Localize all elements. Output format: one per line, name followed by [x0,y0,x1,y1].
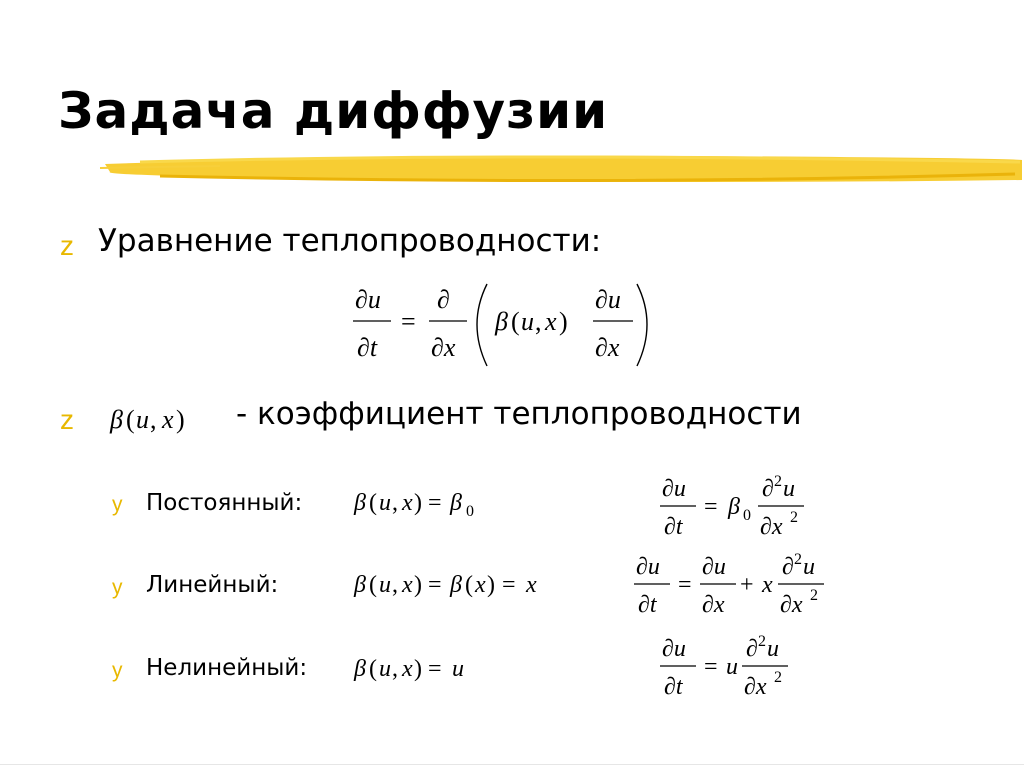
svg-text:∂t: ∂t [664,514,683,540]
svg-text:): ) [559,307,568,336]
svg-text:u: u [379,490,391,516]
svg-text:u: u [726,654,738,680]
svg-text:∂x: ∂x [595,333,620,362]
svg-text:x: x [402,572,413,598]
svg-text:β: β [354,572,366,598]
bottom-divider [0,764,1024,765]
svg-text:∂u: ∂u [662,476,686,502]
svg-text:,: , [150,405,157,434]
svg-text:u: u [803,554,815,580]
svg-text:β: β [354,490,366,516]
svg-text:∂x: ∂x [702,592,725,618]
svg-text:∂: ∂ [437,285,450,314]
svg-text:∂x: ∂x [744,674,767,700]
svg-text:u: u [452,656,464,682]
bullet-marker: z [60,230,74,261]
svg-text:=: = [502,572,516,598]
svg-text:β: β [354,656,366,682]
svg-text:β: β [450,490,462,516]
svg-text:∂t: ∂t [664,674,683,700]
beta-linear-formula [354,564,584,604]
beta-constant-formula [354,482,514,522]
nonlinear-heat-equation-formula [660,630,810,700]
svg-text:∂x: ∂x [780,592,803,618]
svg-text:(: ( [369,490,377,516]
svg-text:=: = [678,572,692,598]
svg-text:∂x: ∂x [431,333,456,362]
title-underline-brush [100,150,1024,186]
svg-text:2: 2 [810,587,818,604]
bullet-text-coefficient: - коэффициент теплопроводности [236,396,802,432]
svg-text:∂t: ∂t [357,333,378,362]
svg-text:=: = [704,654,718,680]
svg-text:∂: ∂ [746,636,758,662]
svg-text:(: ( [126,405,135,434]
linear-heat-equation-formula [634,548,834,618]
svg-text:,: , [392,572,398,598]
svg-text:∂: ∂ [782,554,794,580]
svg-text:+: + [740,572,754,598]
svg-text:u: u [379,572,391,598]
svg-text:u: u [521,307,534,336]
sub-item-nonlinear-label: Нелинейный: [146,655,308,681]
svg-text:(: ( [369,572,377,598]
svg-text:2: 2 [774,669,782,686]
sub-item-constant-label: Постоянный: [146,490,303,516]
sub-item-linear-label: Линейный: [146,572,279,598]
beta-symbol-formula [110,398,220,438]
svg-text:(: ( [465,572,473,598]
svg-text:2: 2 [790,509,798,526]
svg-text:u: u [136,405,149,434]
svg-text:=: = [428,572,442,598]
svg-text:β: β [728,494,740,520]
svg-text:2: 2 [758,633,766,650]
svg-text:β: β [450,572,462,598]
svg-text:,: , [392,656,398,682]
svg-text:0: 0 [466,503,474,520]
svg-text:(: ( [369,656,377,682]
svg-text:x: x [545,307,557,336]
svg-text:): ) [414,572,422,598]
svg-text:): ) [414,490,422,516]
svg-text:=: = [428,490,442,516]
svg-text:u: u [783,476,795,502]
svg-text:x: x [475,572,486,598]
svg-text:2: 2 [774,473,782,490]
constant-heat-equation-formula [660,470,820,540]
sub-bullet-marker: y [112,493,123,516]
svg-text:u: u [767,636,779,662]
svg-text:∂x: ∂x [760,514,783,540]
svg-text:x: x [762,572,773,598]
svg-text:∂: ∂ [762,476,774,502]
svg-text:∂u: ∂u [636,554,660,580]
bullet-marker: z [60,404,74,435]
svg-text:x: x [402,656,413,682]
svg-text:β: β [495,307,508,336]
svg-text:∂t: ∂t [638,592,657,618]
svg-text:x: x [162,405,174,434]
svg-text:x: x [526,572,537,598]
svg-text:=: = [401,307,416,336]
svg-text:): ) [487,572,495,598]
svg-text:(: ( [511,307,520,336]
svg-text:∂u: ∂u [662,636,686,662]
svg-text:u: u [379,656,391,682]
svg-text:2: 2 [794,551,802,568]
svg-text:): ) [176,405,185,434]
svg-text:β: β [110,405,123,434]
beta-nonlinear-formula [354,648,494,688]
svg-text:=: = [704,494,718,520]
svg-text:∂u: ∂u [355,285,381,314]
svg-text:∂u: ∂u [702,554,726,580]
sub-bullet-marker: y [112,576,123,599]
svg-text:): ) [414,656,422,682]
slide-title: Задача диффузии [58,82,609,140]
svg-text:=: = [428,656,442,682]
svg-text:x: x [402,490,413,516]
heat-equation-formula [345,278,665,373]
bullet-text-heat-equation: Уравнение теплопроводности: [98,223,602,259]
svg-text:0: 0 [743,507,751,524]
svg-text:,: , [392,490,398,516]
sub-bullet-marker: y [112,659,123,682]
svg-text:,: , [535,307,542,336]
svg-text:∂u: ∂u [595,285,621,314]
